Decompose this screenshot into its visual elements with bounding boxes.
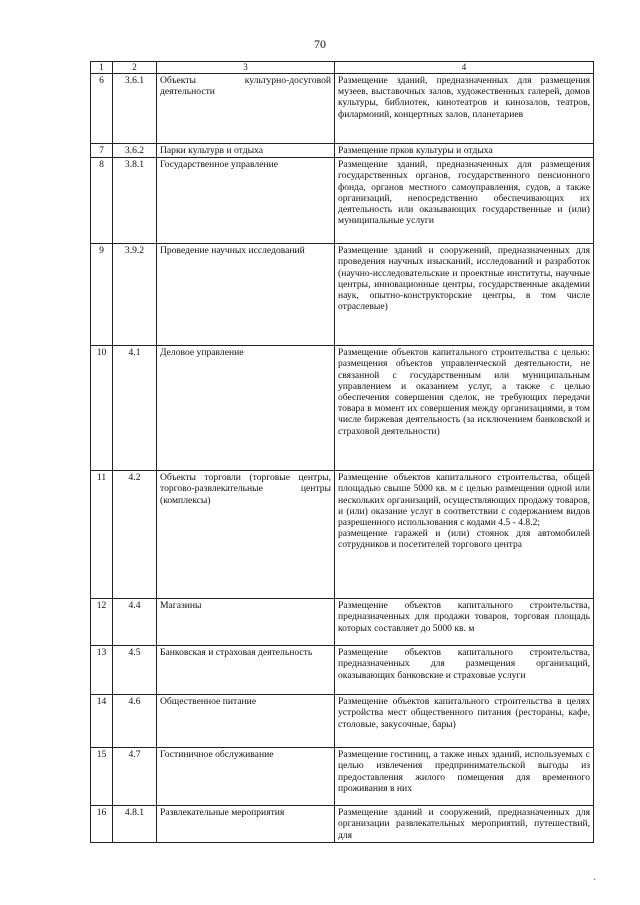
row-code: 3.6.1	[113, 74, 157, 144]
row-number: 9	[91, 244, 113, 346]
row-name: Государственное управление	[157, 158, 335, 244]
row-description-part-1: Размещение объектов капитального строительства, общей площадью свыше 5000 кв. м с целью размещения одной или нескольких организаций, осуществляющих продажу товаров, и (или) оказание услуг в соответствии с содержанием видов разрешенного использования с кодами 4.5 - 4.8.2;	[338, 472, 590, 529]
table-row	[91, 471, 594, 599]
row-name: Развлекательные мероприятия	[157, 806, 335, 843]
row-description: Размещение зданий и сооружений, предназначенных для проведения научных изысканий, исследований и разработок (научно-исследовательские и проектные институты, научные центры, инновационные центры, государственные академии наук, опытно-конструкторские центры, в том числе отраслевые)	[335, 244, 594, 346]
row-code: 4.7	[113, 748, 157, 806]
table-row	[91, 144, 594, 158]
row-name: Проведение научных исследований	[157, 244, 335, 346]
row-name: Банковская и страховая деятельность	[157, 646, 335, 695]
page-number: 70	[314, 37, 326, 51]
row-name: Общественное питание	[157, 695, 335, 748]
land-use-table	[90, 61, 594, 843]
table-row	[91, 695, 594, 748]
row-description: Размещение объектов капитального строительства с целью: размещения объектов управленческой деятельности, не связанной с государственным или муниципальным управлением и оказанием услуг, а также с целью обеспечения совершения сделок, не требующих передачи товара в момент их совершения между организациями, в том числе биржевая деятельность (за исключением банковской и страховой деятельности)	[335, 346, 594, 471]
row-code: 3.6.2	[113, 144, 157, 158]
header-col-2: 2	[113, 62, 157, 74]
row-code: 4.5	[113, 646, 157, 695]
row-code: 3.8.1	[113, 158, 157, 244]
row-description-part-2: размещение гаражей и (или) стоянок для автомобилей сотрудников и посетителей торгового центра	[338, 528, 590, 551]
row-name: Объекты культурно-досуговой деятельности	[157, 74, 335, 144]
row-number: 6	[91, 74, 113, 144]
row-description: Размещение объектов капитального строительства, предназначенных для размещения организаций, оказывающих банковские и страховые услуги	[335, 646, 594, 695]
row-description: Размещение зданий, предназначенных для размещения государственных органов, государственного пенсионного фонда, органов местного самоуправления, судов, а также организаций, непосредственно обеспечивающих их деятельность или оказывающих государственные и (или) муниципальные услуги	[335, 158, 594, 244]
row-code: 3.9.2	[113, 244, 157, 346]
table-row	[91, 646, 594, 695]
row-number: 13	[91, 646, 113, 695]
table-row	[91, 346, 594, 471]
table-row	[91, 748, 594, 806]
row-code: 4.8.1	[113, 806, 157, 843]
header-col-4: 4	[335, 62, 594, 74]
row-description: Размещение объектов капитального строительства в целях устройства мест общественного питания (рестораны, кафе, столовые, закусочные, бары)	[335, 695, 594, 748]
row-number: 8	[91, 158, 113, 244]
row-name: Магазины	[157, 599, 335, 646]
row-number: 11	[91, 471, 113, 599]
row-description: Размещение прков культуры и отдыха	[335, 144, 594, 158]
row-name: Гостиничное обслуживание	[157, 748, 335, 806]
row-name: Объекты торговли (торговые центры, торгово-развлекательные центры (комплексы)	[157, 471, 335, 599]
table-header-row	[91, 62, 594, 74]
row-description	[335, 471, 594, 599]
row-number: 15	[91, 748, 113, 806]
row-name: Деловое управление	[157, 346, 335, 471]
row-number: 14	[91, 695, 113, 748]
row-number: 16	[91, 806, 113, 843]
row-number: 7	[91, 144, 113, 158]
row-description: Размещение объектов капитального строительства, предназначенных для продажи товаров, торговая площадь которых составляет до 5000 кв. м	[335, 599, 594, 646]
row-number: 12	[91, 599, 113, 646]
row-code: 4.6	[113, 695, 157, 748]
table-row	[91, 74, 594, 144]
row-description: Размещение зданий и сооружений, предназначенных для организации развлекательных мероприятий, путешествий, для	[335, 806, 594, 843]
table-row	[91, 806, 594, 843]
header-col-1: 1	[91, 62, 113, 74]
row-number: 10	[91, 346, 113, 471]
table-row	[91, 599, 594, 646]
row-code: 4.2	[113, 471, 157, 599]
row-name: Парки культурв и отдыха	[157, 144, 335, 158]
row-code: 4.4	[113, 599, 157, 646]
table-row	[91, 158, 594, 244]
page-mark: ·	[593, 875, 597, 886]
table-row	[91, 244, 594, 346]
row-description: Размещение гостиниц, а также иных зданий, используемых с целью извлечения предпринимательской выгоды из предоставления жилого помещения для временного проживания в них	[335, 748, 594, 806]
row-code: 4.1	[113, 346, 157, 471]
header-col-3: 3	[157, 62, 335, 74]
row-description: Размещение зданий, предназначенных для размещения музеев, выставочных залов, художественных галерей, домов культуры, библиотек, кинотеатров и кинозалов, театров, филармоний, концертных залов, планетариев	[335, 74, 594, 144]
